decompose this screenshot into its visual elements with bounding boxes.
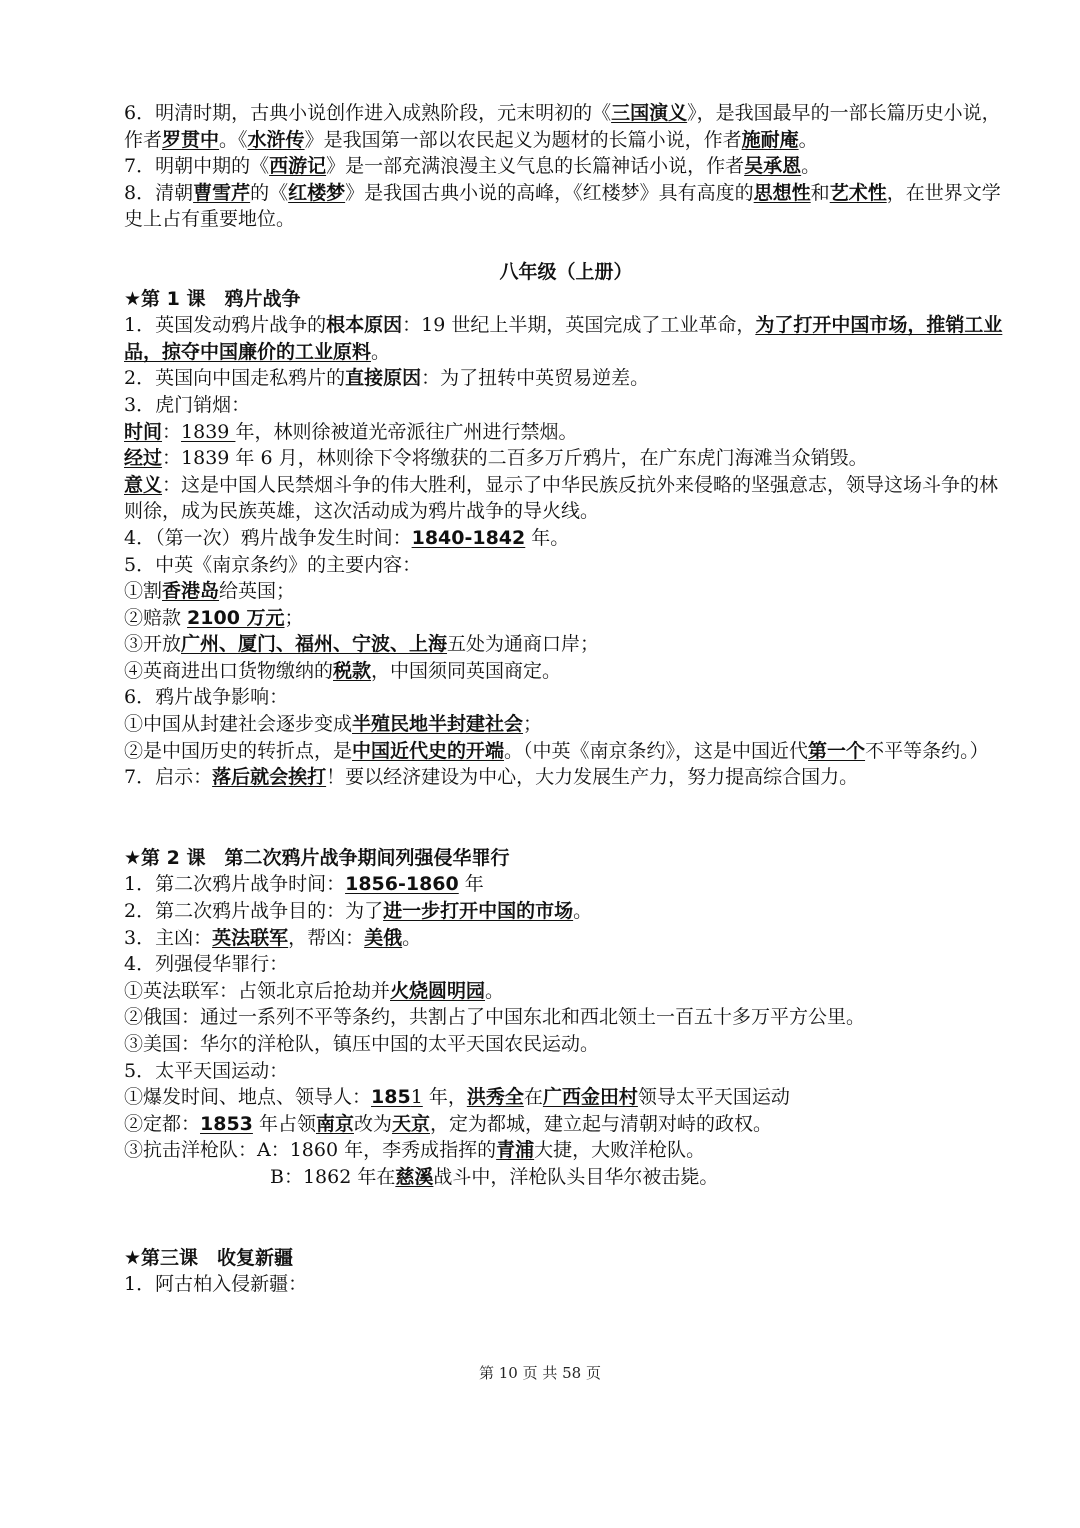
l1-point-5: 5．中英《南京条约》的主要内容： bbox=[124, 553, 422, 576]
text: ：19 世纪上半期，英国完成了工业革命， bbox=[402, 314, 756, 337]
label: 经过 bbox=[124, 447, 163, 470]
l1-point-7 bbox=[124, 764, 1008, 791]
paragraph-7 bbox=[124, 153, 1008, 180]
section-title: 八年级（上册） bbox=[499, 260, 633, 283]
text: 》是我国第一部以农民起义为题材的长篇小说，作者 bbox=[304, 128, 742, 151]
text: 。 bbox=[371, 340, 391, 363]
l1-treaty-3 bbox=[124, 631, 1008, 658]
text: 》是我国古典小说的高峰，《红楼梦》具有高度的 bbox=[345, 181, 754, 204]
text: 大捷，大败洋枪队。 bbox=[534, 1139, 706, 1162]
text: ②赔款 bbox=[124, 606, 188, 629]
text: 》，是我国最早的一部长篇历史小说，作者 bbox=[124, 102, 1001, 151]
label: 时间 bbox=[124, 420, 163, 443]
text: 。《 bbox=[219, 128, 248, 151]
keyword: 进一步打开中国的市场 bbox=[383, 900, 574, 923]
l2-taiping-4 bbox=[124, 1164, 1008, 1191]
keyword: 火烧圆明园 bbox=[390, 979, 486, 1002]
text: 。（中英《南京条约》，这是中国近代 bbox=[504, 739, 809, 762]
keyword: 直接原因 bbox=[345, 367, 422, 390]
text: ：为了扭转中英贸易逆差。 bbox=[421, 367, 650, 390]
l1-treaty-1 bbox=[124, 578, 1008, 605]
l1-significance bbox=[124, 472, 1008, 525]
text: ①英法联军：占领北京后抢劫并 bbox=[124, 979, 391, 1002]
keyword: 1840-1842 bbox=[411, 526, 526, 549]
l1-effect-1 bbox=[124, 711, 1008, 738]
text: 4．（第一次）鸦片战争发生时间： bbox=[124, 526, 412, 549]
l1-point-3: 3．虎门销烟： bbox=[124, 393, 251, 416]
keyword: 艺术性 bbox=[829, 181, 887, 204]
text: B：1862 年在 bbox=[270, 1165, 396, 1188]
keyword: 香港岛 bbox=[162, 580, 220, 603]
spacer bbox=[124, 791, 1008, 845]
keyword: 根本原因 bbox=[326, 314, 403, 337]
keyword: 落后就会挨打 bbox=[212, 766, 327, 789]
text: ，在世界文学史上占有重要地位。 bbox=[124, 181, 1001, 231]
text: 的《 bbox=[250, 181, 289, 204]
keyword: 为了打开中国市场，推销工业品，掠夺中国廉价的工业原料 bbox=[124, 314, 1003, 363]
l2-point-1 bbox=[124, 871, 1008, 898]
text: 在 bbox=[523, 1086, 543, 1109]
text: ： bbox=[162, 420, 182, 443]
text: 和 bbox=[810, 181, 830, 204]
l1-point-2 bbox=[124, 365, 1008, 392]
text: ：这是中国人民禁烟斗争的伟大胜利，显示了中华民族反抗外来侵略的坚强意志，领导这场斗争的林则徐，成为民族英雄，这次活动成为鸦片战争的导火线。 bbox=[124, 473, 999, 523]
text: 改为 bbox=[353, 1112, 392, 1135]
l1-point-1 bbox=[124, 312, 1008, 365]
keyword: 三国演义 bbox=[611, 102, 688, 124]
text: ③开放 bbox=[124, 633, 182, 656]
keyword: 广州、厦门、福州、宁波、上海 bbox=[181, 633, 448, 656]
l3-point-1: 1．阿古柏入侵新疆： bbox=[124, 1273, 308, 1296]
l2-taiping-3 bbox=[124, 1137, 1008, 1164]
text: 。 bbox=[485, 979, 505, 1002]
l1-point-6: 6．鸦片战争影响： bbox=[124, 686, 289, 709]
keyword: 广西金田村 bbox=[542, 1086, 638, 1109]
text: ； bbox=[523, 713, 543, 736]
l2-point-3 bbox=[124, 925, 1008, 952]
keyword: 思想性 bbox=[753, 181, 811, 204]
keyword: 红楼梦 bbox=[288, 181, 346, 204]
keyword: 1853 bbox=[200, 1112, 253, 1135]
keyword: 中国近代史的开端 bbox=[352, 739, 505, 762]
text: 。 bbox=[402, 926, 422, 949]
text: 8．清朝 bbox=[124, 181, 194, 204]
l2-taiping-1 bbox=[124, 1084, 1008, 1111]
keyword: 半殖民地半封建社会 bbox=[352, 713, 524, 736]
text: 年。 bbox=[525, 526, 570, 549]
l1-time bbox=[124, 419, 1008, 446]
year: 1839 bbox=[181, 420, 236, 443]
l1-treaty-4 bbox=[124, 658, 1008, 685]
text: ③抗击洋枪队：A：1860 年，李秀成指挥的 bbox=[124, 1139, 497, 1162]
text: ①割 bbox=[124, 580, 163, 603]
l2-crime-2: ②俄国：通过一系列不平等条约，共割占了中国东北和西北领土一百五十多万平方公里。 bbox=[124, 1006, 866, 1029]
text: 领导太平天国运动 bbox=[637, 1086, 790, 1109]
keyword: 185 bbox=[371, 1086, 411, 1109]
keyword: 美俄 bbox=[364, 926, 403, 949]
text: 2．第二次鸦片战争目的：为了 bbox=[124, 900, 384, 923]
text: 1．英国发动鸦片战争的 bbox=[124, 314, 327, 337]
text: 五处为通商口岸； bbox=[447, 633, 600, 656]
text: ，定为都城，建立起与清朝对峙的政权。 bbox=[430, 1112, 773, 1135]
document-page bbox=[124, 100, 1008, 1298]
l1-effect-2 bbox=[124, 738, 1008, 765]
text: ①中国从封建社会逐步变成 bbox=[124, 713, 353, 736]
text: 。 bbox=[573, 900, 593, 923]
keyword: 水浒传 bbox=[247, 128, 305, 151]
l2-crime-3: ③美国：华尔的洋枪队，镇压中国的太平天国农民运动。 bbox=[124, 1033, 600, 1055]
text: 给英国； bbox=[219, 580, 296, 603]
keyword: 1856-1860 bbox=[345, 873, 459, 896]
text: 。 bbox=[801, 155, 821, 178]
l1-process bbox=[124, 445, 1008, 472]
text: 年，林则徐被道光帝派往广州进行禁烟。 bbox=[235, 420, 578, 443]
keyword: 2100 万元 bbox=[187, 606, 285, 629]
keyword: 曹雪芹 bbox=[193, 181, 251, 204]
keyword: 英法联军 bbox=[212, 926, 289, 949]
keyword: 税款 bbox=[333, 659, 372, 682]
keyword: 洪秀全 bbox=[466, 1086, 524, 1109]
lesson-2-heading: ★第 2 课 第二次鸦片战争期间列强侵华罪行 bbox=[124, 846, 510, 869]
text: ②定都： bbox=[124, 1112, 201, 1135]
text: 年， bbox=[422, 1086, 467, 1109]
paragraph-8 bbox=[124, 180, 1008, 233]
text: 不平等条约。） bbox=[865, 739, 989, 762]
text: ！要以经济建设为中心，大力发展生产力，努力提高综合国力。 bbox=[326, 766, 859, 789]
text: 》是一部充满浪漫主义气息的长篇神话小说，作者 bbox=[326, 155, 745, 178]
text: ①爆发时间、地点、领导人： bbox=[124, 1086, 372, 1109]
text: 7．明朝中期的《 bbox=[124, 155, 270, 178]
l1-treaty-2 bbox=[124, 605, 1008, 632]
l2-point-5: 5．太平天国运动： bbox=[124, 1059, 289, 1082]
keyword: 1 bbox=[410, 1086, 423, 1109]
text: ：1839 年 6 月，林则徐下令将缴获的二百多万斤鸦片，在广东虎门海滩当众销毁。 bbox=[162, 447, 868, 470]
spacer bbox=[124, 1191, 1008, 1245]
keyword: 青浦 bbox=[496, 1139, 535, 1162]
keyword: 西游记 bbox=[269, 155, 327, 178]
keyword: 罗贯中 bbox=[162, 128, 220, 151]
text: 2．英国向中国走私鸦片的 bbox=[124, 367, 346, 390]
page-footer: 第 10 页 共 58 页 bbox=[478, 1364, 601, 1382]
keyword: 吴承恩 bbox=[744, 155, 802, 178]
l2-taiping-2 bbox=[124, 1111, 1008, 1138]
text: ④英商进出口货物缴纳的 bbox=[124, 659, 334, 682]
lesson-3-heading: ★第三课 收复新疆 bbox=[124, 1246, 294, 1269]
text: 。 bbox=[798, 128, 818, 151]
keyword: 天京 bbox=[391, 1112, 430, 1135]
text: 7．启示： bbox=[124, 766, 213, 789]
l2-point-2 bbox=[124, 898, 1008, 925]
l2-crime-1 bbox=[124, 978, 1008, 1005]
paragraph-6 bbox=[124, 100, 1008, 153]
l2-point-4: 4．列强侵华罪行： bbox=[124, 953, 289, 976]
text: 战斗中，洋枪队头目华尔被击毙。 bbox=[433, 1165, 719, 1188]
keyword: 第一个 bbox=[808, 739, 866, 762]
text: 3．主凶： bbox=[124, 926, 213, 949]
text: 年 bbox=[458, 873, 484, 896]
text: ，中国须同英国商定。 bbox=[371, 659, 562, 682]
text: 年占领 bbox=[252, 1112, 316, 1135]
label: 意义 bbox=[124, 473, 163, 496]
text: ； bbox=[284, 606, 304, 629]
text: ②是中国历史的转折点，是 bbox=[124, 739, 353, 762]
text: ，帮凶： bbox=[288, 926, 365, 949]
keyword: 施耐庵 bbox=[741, 128, 799, 151]
l1-point-4 bbox=[124, 525, 1008, 552]
text: 6．明清时期，古典小说创作进入成熟阶段，元末明初的《 bbox=[124, 102, 612, 124]
keyword: 慈溪 bbox=[395, 1165, 434, 1188]
lesson-1-heading: ★第 1 课 鸦片战争 bbox=[124, 287, 301, 310]
keyword: 南京 bbox=[315, 1112, 354, 1135]
text: 1．第二次鸦片战争时间： bbox=[124, 873, 346, 896]
